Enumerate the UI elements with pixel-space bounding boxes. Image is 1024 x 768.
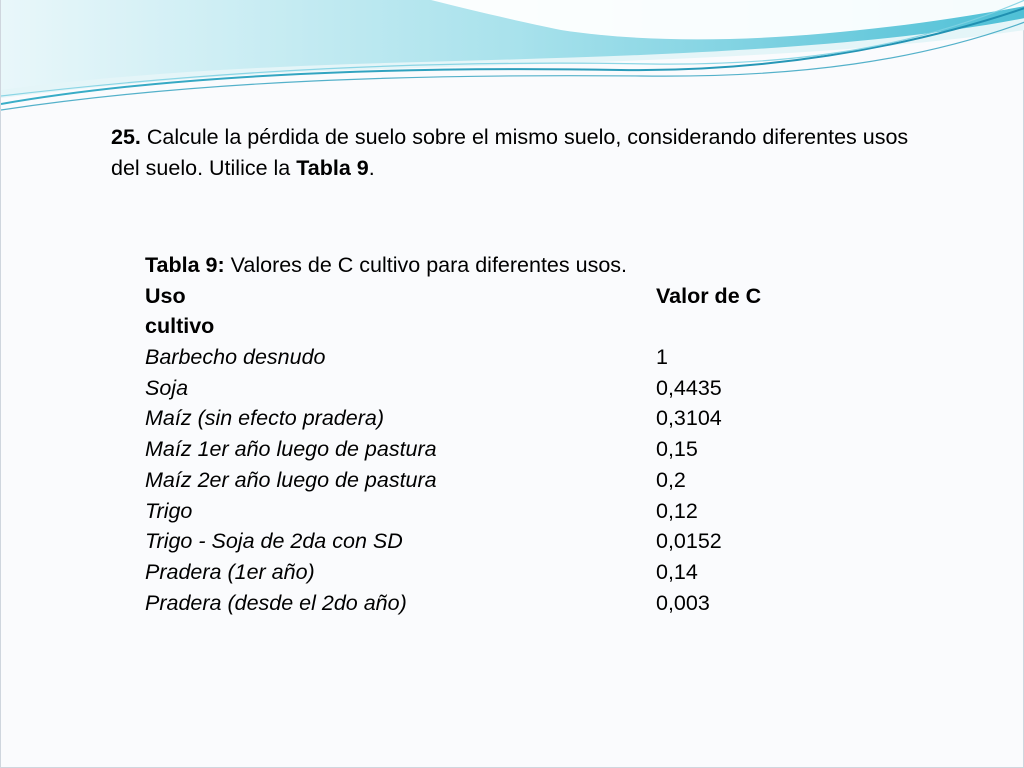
- row-valor: 0,14: [656, 559, 698, 584]
- question-text: [111, 122, 931, 184]
- c-values-table: [145, 250, 905, 618]
- table-caption: [145, 250, 905, 281]
- row-uso: Maíz (sin efecto pradera): [145, 406, 384, 431]
- table-row: [145, 465, 905, 496]
- row-valor: 1: [656, 345, 668, 370]
- row-valor: 0,0152: [656, 529, 722, 554]
- row-valor: 0,003: [656, 590, 710, 615]
- row-valor: 0,3104: [656, 406, 722, 431]
- question-block: [111, 122, 931, 184]
- row-uso: Barbecho desnudo: [145, 345, 326, 370]
- table-header-row: [145, 281, 905, 342]
- table-row: [145, 526, 905, 557]
- table-row: [145, 403, 905, 434]
- header-uso: [145, 281, 214, 342]
- row-valor: 0,15: [656, 437, 698, 462]
- row-uso: Pradera (1er año): [145, 559, 315, 584]
- header-wave-decoration: [1, 0, 1024, 120]
- table-row: [145, 496, 905, 527]
- question-number: 25.: [111, 125, 141, 149]
- row-valor: 0,12: [656, 498, 698, 523]
- table-row: [145, 434, 905, 465]
- table-caption-text: Valores de C cultivo para diferentes usos.: [224, 253, 627, 277]
- row-uso: Maíz 2er año luego de pastura: [145, 467, 437, 492]
- table-row: [145, 588, 905, 619]
- row-uso: Trigo: [145, 498, 193, 523]
- table-row: [145, 557, 905, 588]
- row-valor: 0,4435: [656, 375, 722, 400]
- table-row: [145, 342, 905, 373]
- header-uso-line1: Uso: [145, 283, 186, 308]
- row-uso: Trigo - Soja de 2da con SD: [145, 529, 403, 554]
- header-valor: Valor de C: [656, 283, 762, 308]
- table-row: [145, 373, 905, 404]
- row-uso: Pradera (desde el 2do año): [145, 590, 407, 615]
- row-uso: Soja: [145, 375, 189, 400]
- question-body: Calcule la pérdida de suelo sobre el mismo suelo, considerando diferentes usos del suelo. Utilice la: [111, 125, 909, 180]
- row-valor: 0,2: [656, 467, 686, 492]
- question-end: .: [368, 156, 375, 180]
- question-table-ref: Tabla 9: [296, 156, 369, 180]
- row-uso: Maíz 1er año luego de pastura: [145, 437, 437, 462]
- header-uso-line2: cultivo: [145, 314, 215, 339]
- table-caption-label: Tabla 9:: [145, 253, 225, 277]
